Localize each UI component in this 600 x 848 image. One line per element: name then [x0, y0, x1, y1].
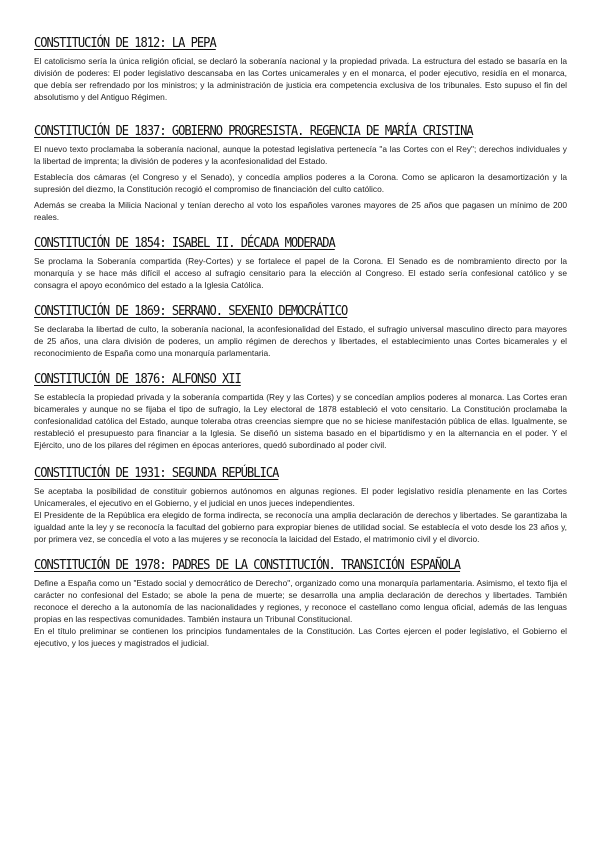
section-1869: [34, 304, 567, 359]
section-1837: [34, 124, 567, 223]
section-paragraph: Se aceptaba la posibilidad de constituir gobiernos autónomos en algunas regiones. El poder legislativo residía plenamente en las Cortes Unicamerales, el ejecutivo en el Gobierno, y el judicial en unos jueces independientes.: [34, 486, 567, 508]
section-paragraph: Establecía dos cámaras (el Congreso y el Senado), y concedía amplios poderes a la Corona. Como se aplicaron la desamortización y la supresión del diezmo, la Constitución recogió el compromiso de financiación del culto católico.: [34, 172, 567, 194]
section-heading: CONSTITUCIÓN DE 1854: ISABEL II. DÉCADA MODERADA: [34, 236, 335, 251]
section-paragraph: Se declaraba la libertad de culto, la soberanía nacional, la aconfesionalidad del Estado, el sufragio universal masculino directo para mayores de 25 años, una clara división de poderes, un amplio régimen de derechos y libertades, el establecimiento unas Cortes bicamerales y el reconocimiento de España como una monarquía parlamentaria.: [34, 324, 567, 358]
section-paragraph: El catolicismo sería la única religión oficial, se declaró la soberanía nacional y la propiedad privada. La estructura del estado se basaría en la división de poderes: El poder legislativo descansaba en las Cortes unicamerales y en el monarca, el poder ejecutivo, residía en el monarca, que debía ser refrendado por los ministros; y la administración de justicia era competencia exclusiva de los tribunales. Esto supuso el fin del absolutismo y del Antiguo Régimen.: [34, 56, 567, 102]
section-1876: [34, 372, 567, 451]
section-heading: CONSTITUCIÓN DE 1837: GOBIERNO PROGRESISTA. REGENCIA DE MARÍA CRISTINA: [34, 124, 473, 139]
section-1978: [34, 558, 567, 649]
section-paragraph: Se proclama la Soberanía compartida (Rey-Cortes) y se fortalece el papel de la Corona. El Senado es de nombramiento directo por la monarquía y se hace más difícil el acceso al sufragio censitario para la elección al Congreso. El estado sería confesional católico y se consagra el apoyo económico del estado a la Iglesia Católica.: [34, 256, 567, 290]
section-paragraph: Define a España como un "Estado social y democrático de Derecho", organizado como una monarquía parlamentaria. Asimismo, el texto fija el carácter no confesional del Estado; se abole la pena de muerte; se desarrolla una amplia declaración de derechos y libertades. También reconoce el derecho a la autonomía de las nacionalidades y regiones, y reconoce el castellano como lengua oficial, además de las lenguas propias en las respectivas comunidades. También instaura un Tribunal Constitucional.: [34, 578, 567, 624]
section-paragraph: El nuevo texto proclamaba la soberanía nacional, aunque la potestad legislativa pertenecía "a las Cortes con el Rey"; derechos individuales y la libertad de imprenta; la división de poderes y la aconfesionalidad del Estado.: [34, 144, 567, 166]
section-paragraph: El Presidente de la República era elegido de forma indirecta, se reconocía una amplia declaración de derechos y libertades. Se garantizaba la igualdad ante la ley y se reconocía la facultad del gobierno para expropiar bienes de utilidad social. Se establecía el voto desde los 23 años y, por primera vez, se concedía el voto a las mujeres y se reconocía la laicidad del Estado, el matrimonio civil y el divorcio.: [34, 510, 567, 544]
section-paragraph: Se establecía la propiedad privada y la soberanía compartida (Rey y las Cortes) y se concedían amplios poderes al monarca. Las Cortes eran bicamerales y aunque no se fijaba el tipo de sufragio, la Ley electoral de 1878 estableció el voto censitario. La Constitución proclamaba la confesionalidad católica del Estado, aunque toleraba otras creencias siempre que no se hiciese manifestación pública de ellas. Igualmente, se restableció el presupuesto para financiar a la Iglesia. Se diseñó un sistema basado en el bipartidismo y en la alternancia en el poder. Y el Ejército, uno de los pilares del régimen en épocas anteriores, quedó subordinado al poder civil.: [34, 392, 567, 450]
section-heading: CONSTITUCIÓN DE 1869: SERRANO. SEXENIO DEMOCRÁTICO: [34, 304, 348, 319]
section-1854: [34, 236, 567, 291]
section-heading: CONSTITUCIÓN DE 1876: ALFONSO XII: [34, 372, 241, 387]
section-paragraph: Además se creaba la Milicia Nacional y tenían derecho al voto los españoles varones mayores de 25 años que pagasen un mínimo de 200 reales.: [34, 200, 567, 222]
document-page: [34, 36, 567, 649]
section-heading: CONSTITUCIÓN DE 1978: PADRES DE LA CONSTITUCIÓN. TRANSICIÓN ESPAÑOLA: [34, 558, 461, 573]
section-heading: CONSTITUCIÓN DE 1812: LA PEPA: [34, 36, 216, 51]
section-1812: [34, 36, 567, 103]
section-1931: [34, 466, 567, 545]
section-paragraph: En el título preliminar se contienen los principios fundamentales de la Constitución. Las Cortes ejercen el poder legislativo, el Gobierno el ejecutivo, y los jueces y magistrados el judicial.: [34, 626, 567, 648]
section-heading: CONSTITUCIÓN DE 1931: SEGUNDA REPÚBLICA: [34, 466, 279, 481]
